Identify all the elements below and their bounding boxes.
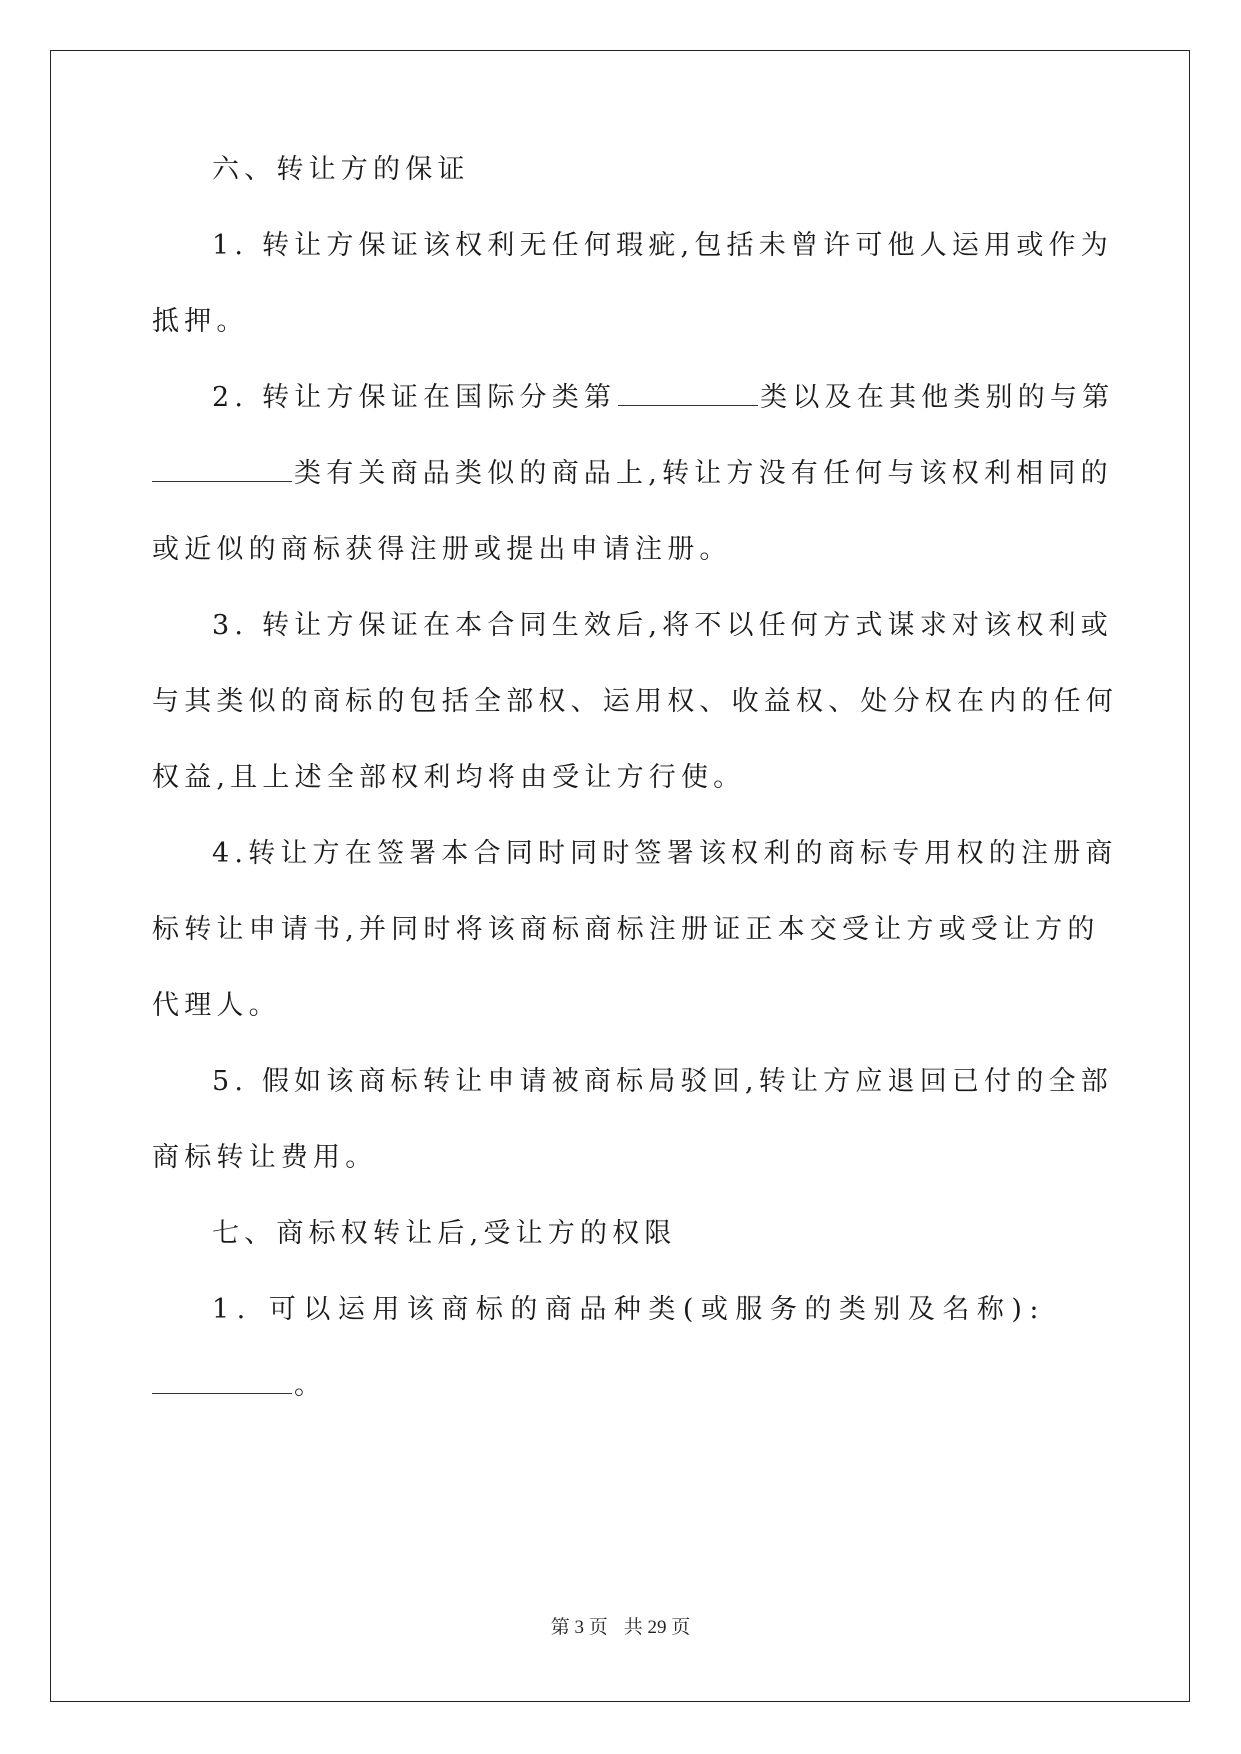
total-pages: 共 29 页 (623, 1617, 691, 1638)
fill-in-blank (152, 1371, 292, 1394)
fill-in-blank (618, 383, 758, 406)
item-6-3-line-3: 权益,且上述全部权利均将由受让方行使。 (152, 762, 746, 793)
item-6-1-line-2: 抵押。 (152, 306, 249, 337)
page-border (50, 50, 1190, 1702)
page-footer (0, 1612, 1241, 1639)
section-heading-7: 七、商标权转让后,受让方的权限 (212, 1218, 677, 1249)
item-6-5-line-2: 商标转让费用。 (152, 1142, 378, 1173)
item-6-2-line-3: 或近似的商标获得注册或提出申请注册。 (152, 534, 732, 565)
item-7-1-line-1: 1. 可以运用该商标的商品种类(或服务的类别及名称): (212, 1294, 1047, 1325)
item-7-1-tail: 。 (294, 1370, 327, 1401)
item-7-1-line-2 (152, 1368, 326, 1404)
item-6-2-text-b: 类以及在其他类别的与第 (760, 382, 1115, 413)
item-6-1-line-1: 1. 转让方保证该权利无任何瑕疵,包括未曾许可他人运用或作为 (212, 230, 1113, 261)
item-6-3-line-1: 3. 转让方保证在本合同生效后,将不以任何方式谋求对该权利或 (212, 610, 1113, 641)
item-6-4-line-1: 4.转让方在签署本合同时同时签署该权利的商标专用权的注册商 (212, 838, 1118, 869)
page-number: 第 3 页 (550, 1617, 608, 1638)
item-6-4-line-3: 代理人。 (152, 990, 281, 1021)
section-heading-6: 六、转让方的保证 (212, 154, 470, 185)
item-6-2-line-1 (212, 380, 1114, 416)
item-6-3-line-2: 与其类似的商标的包括全部权、运用权、收益权、处分权在内的任何 (152, 686, 1118, 717)
item-6-2-text-a: 2. 转让方保证在国际分类第 (212, 382, 617, 413)
item-6-2-line-2 (152, 456, 1113, 492)
item-6-4-line-2: 标转让申请书,并同时将该商标商标注册证正本交受让方或受让方的 (152, 914, 1100, 945)
item-6-2-text-c: 类有关商品类似的商品上,转让方没有任何与该权利相同的 (294, 458, 1113, 489)
item-6-5-line-1: 5. 假如该商标转让申请被商标局驳回,转让方应退回已付的全部 (212, 1066, 1113, 1097)
fill-in-blank (152, 459, 292, 482)
